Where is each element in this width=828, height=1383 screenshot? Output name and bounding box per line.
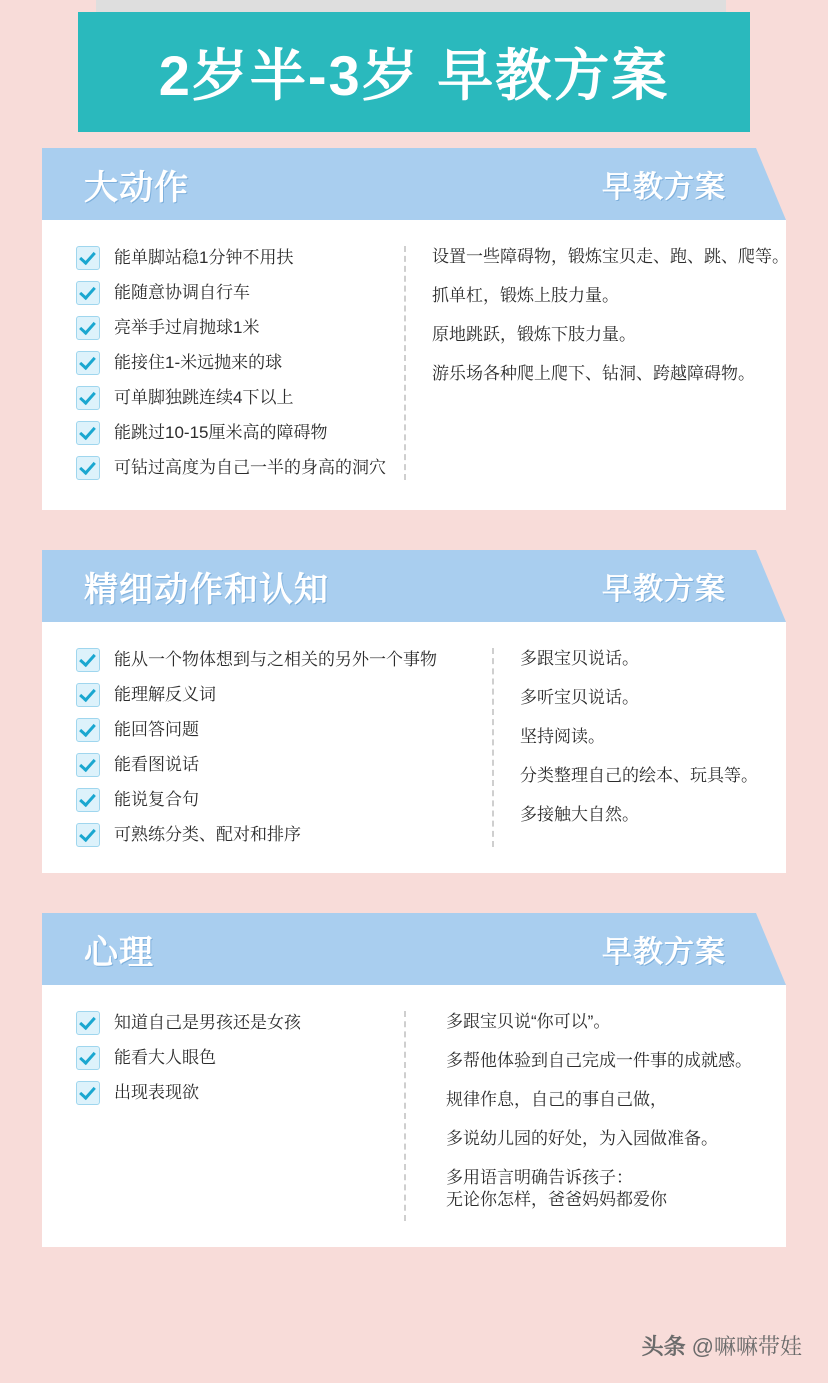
list-item[interactable] [76, 281, 386, 305]
plan-line-secondary: 无论你怎样，爸爸妈妈都爱你 [446, 1190, 667, 1209]
list-item-label: 知道自己是男孩还是女孩 [114, 1013, 301, 1032]
check-icon[interactable] [76, 753, 100, 777]
list-item[interactable] [76, 456, 386, 480]
plan-line: 坚持阅读。 [520, 727, 605, 746]
plan-line: 游乐场各种爬上爬下、钻洞、跨越障碍物。 [432, 364, 755, 383]
checklist-column [76, 1011, 406, 1221]
list-item-label: 能接住1-米远抛来的球 [114, 353, 283, 372]
plan-column [406, 246, 789, 480]
list-item[interactable] [76, 316, 386, 340]
list-item-label: 出现表现欲 [114, 1083, 199, 1102]
check-icon[interactable] [76, 823, 100, 847]
check-icon[interactable] [76, 718, 100, 742]
plan-line: 多接触大自然。 [520, 805, 639, 824]
check-icon[interactable] [76, 1046, 100, 1070]
card-title: 精细动作和认知 [84, 570, 329, 609]
check-icon[interactable] [76, 1081, 100, 1105]
card-title-right: 早教方案 [602, 171, 726, 204]
list-item-label: 能看大人眼色 [114, 1048, 216, 1067]
check-icon[interactable] [76, 648, 100, 672]
list-item-label: 能从一个物体想到与之相关的另外一个事物 [114, 650, 437, 669]
plan-line: 多跟宝贝说“你可以”。 [446, 1012, 611, 1031]
list-item[interactable] [76, 788, 474, 812]
list-item[interactable] [76, 1011, 386, 1035]
plan-line: 规律作息，自己的事自己做， [446, 1090, 667, 1109]
list-item[interactable] [76, 1046, 386, 1070]
check-icon[interactable] [76, 386, 100, 410]
list-item[interactable] [76, 683, 474, 707]
plan-line: 多说幼儿园的好处，为入园做准备。 [446, 1129, 718, 1148]
checklist-column [76, 648, 494, 847]
list-item-label: 可钻过高度为自己一半的身高的洞穴 [114, 458, 386, 477]
card-header [42, 550, 786, 622]
check-icon[interactable] [76, 1011, 100, 1035]
list-item[interactable] [76, 246, 386, 270]
list-item-label: 能理解反义词 [114, 685, 216, 704]
section-card-psychology [42, 913, 786, 1247]
plan-column [406, 1011, 758, 1221]
list-item[interactable] [76, 718, 474, 742]
title-banner [0, 0, 828, 148]
list-item[interactable] [76, 823, 474, 847]
plan-line: 多跟宝贝说话。 [520, 649, 639, 668]
list-item-label: 可单脚独跳连续4下以上 [114, 388, 294, 407]
footer-attribution [642, 1330, 802, 1361]
card-header [42, 913, 786, 985]
list-item[interactable] [76, 351, 386, 375]
list-item[interactable] [76, 1081, 386, 1105]
section-card-gross-motor [42, 148, 789, 510]
plan-line-primary: 多用语言明确告诉孩子： [446, 1168, 633, 1187]
list-item[interactable] [76, 386, 386, 410]
checklist-column [76, 246, 406, 480]
list-item[interactable] [76, 421, 386, 445]
list-item[interactable] [76, 753, 474, 777]
section-card-fine-motor-cognition [42, 550, 786, 873]
check-icon[interactable] [76, 683, 100, 707]
plan-line: 抓单杠，锻炼上肢力量。 [432, 286, 619, 305]
plan-line: 多帮他体验到自己完成一件事的成就感。 [446, 1051, 752, 1070]
card-body [42, 220, 789, 510]
plan-line: 设置一些障碍物，锻炼宝贝走、跑、跳、爬等。 [432, 247, 789, 266]
check-icon[interactable] [76, 246, 100, 270]
list-item[interactable] [76, 648, 474, 672]
card-title: 大动作 [84, 168, 189, 207]
toutiao-logo: 头条 [641, 1334, 686, 1359]
check-icon[interactable] [76, 788, 100, 812]
list-item-label: 可熟练分类、配对和排序 [114, 825, 301, 844]
list-item-label: 能回答问题 [114, 720, 199, 739]
page-title: 2岁半-3岁 早教方案 [158, 44, 670, 107]
check-icon[interactable] [76, 456, 100, 480]
plan-line: 多听宝贝说话。 [520, 688, 639, 707]
card-header [42, 148, 786, 220]
card-body [42, 622, 786, 873]
card-title: 心理 [84, 933, 154, 972]
plan-column [494, 648, 758, 847]
plan-line: 原地跳跃，锻炼下肢力量。 [432, 325, 636, 344]
list-item-label: 能单脚站稳1分钟不用扶 [114, 248, 294, 267]
title-band [78, 12, 750, 132]
plan-line-multiline [446, 1167, 758, 1211]
check-icon[interactable] [76, 316, 100, 340]
card-body [42, 985, 786, 1247]
check-icon[interactable] [76, 351, 100, 375]
check-icon[interactable] [76, 421, 100, 445]
card-title-right: 早教方案 [602, 936, 726, 969]
list-item-label: 亮举手过肩抛球1米 [114, 318, 260, 337]
list-item-label: 能说复合句 [114, 790, 199, 809]
list-item-label: 能看图说话 [114, 755, 199, 774]
author-handle: @嘛嘛带娃 [691, 1334, 802, 1359]
plan-line: 分类整理自己的绘本、玩具等。 [520, 766, 758, 785]
list-item-label: 能跳过10-15厘米高的障碍物 [114, 423, 328, 442]
check-icon[interactable] [76, 281, 100, 305]
list-item-label: 能随意协调自行车 [114, 283, 250, 302]
card-title-right: 早教方案 [602, 573, 726, 606]
